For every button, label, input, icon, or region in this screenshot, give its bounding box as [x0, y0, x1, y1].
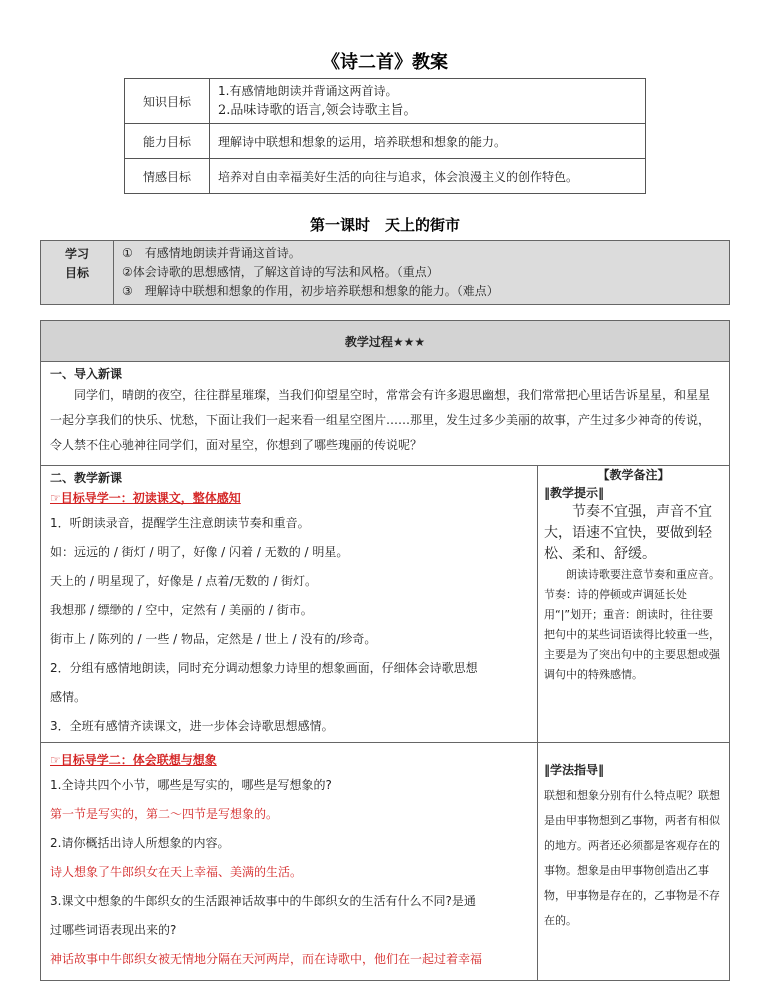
objective-label: 能力目标 — [125, 124, 210, 159]
objective-row-knowledge — [125, 79, 646, 124]
intro-heading: 一、导入新课 — [50, 367, 123, 381]
hint-text-small: 朗读诗歌要注意节奏和重应音。节奏：诗的停顿或声调延长处用“|”划开；重音：朗读时，往往要把句中的某些词语读得比较重一些，主要是为了突出句中的主要思想或强调句中的特殊感情。 — [544, 568, 720, 681]
question-line: 3.课文中想象的牛郎织女的生活跟神话故事中的牛郎织女的生活有什么不同?是通 — [50, 894, 476, 908]
notes-heading: 【教学备注】 — [597, 468, 670, 482]
teaching-notes — [538, 466, 730, 743]
study-goals-label: 学习 目标 — [41, 241, 114, 305]
lesson-line: 2．分组有感情地朗读，同时充分调动想象力诗里的想象画面，仔细体会诗歌思想 — [50, 661, 478, 675]
guide-two-section — [41, 743, 538, 981]
method-text: 联想和想象分别有什么特点呢？联想是由甲事物想到乙事物，两者有相似的地方。两者还必须都是客观存在的事物。想象是由甲事物创造出乙事物，甲事物是存在的，乙事物是不存在的。 — [544, 789, 720, 927]
answer-line: 诗人想象了牛郎织女在天上幸福、美满的生活。 — [50, 865, 303, 879]
intro-text: 同学们，晴朗的夜空，往往群星璀璨，当我们仰望星空时，常常会有许多遐思幽想，我们常常把心里话告诉星星，和星星一起分享我们的快乐、忧愁，下面让我们一起来看一组星空图片……那里，发生过多少美丽的故事，产生过多少神奇的传说，令人禁不住心驰神往同学们，面对星空，你想到了哪些瑰丽的传说呢？ — [50, 388, 711, 452]
lesson-line: 街市上 / 陈列的 / 一些 / 物品，定然是 / 世上 / 没有的/珍奇。 — [50, 632, 377, 646]
objective-value: 理解诗中联想和想象的运用，培养联想和想象的能力。 — [210, 124, 646, 159]
lesson-line: 3．全班有感情齐读课文，进一步体会诗歌思想感情。 — [50, 719, 334, 733]
lesson-line: 天上的 / 明星现了，好像是 / 点着/无数的 / 街灯。 — [50, 574, 318, 588]
question-line: 1.全诗共四个小节，哪些是写实的，哪些是写想象的? — [50, 778, 332, 792]
question-line: 2.请你概括出诗人所想象的内容。 — [50, 836, 230, 850]
hint-text-large: 节奏不宜强，声音不宜大，语速不宜快，要做到轻松、柔和、舒缓。 — [544, 504, 712, 562]
study-goal-item: ① 有感情地朗读并背诵这首诗。 — [122, 246, 301, 260]
objective-label: 情感目标 — [125, 159, 210, 194]
objective-row-emotion — [125, 159, 646, 194]
method-guide — [538, 743, 730, 981]
objective-value — [210, 79, 646, 124]
study-goals-list — [114, 241, 730, 305]
lesson-title: 第一课时 天上的街市 — [309, 216, 460, 234]
process-header: 教学过程★★★ — [41, 321, 730, 362]
lesson-line: 感情。 — [50, 690, 87, 704]
objective-label: 知识目标 — [125, 79, 210, 124]
lesson-line: 1．听朗读录音，提醒学生注意朗读节奏和重音。 — [50, 516, 310, 530]
teaching-process-table — [40, 320, 730, 981]
lesson-line: 如：远远的 / 街灯 / 明了，好像 / 闪着 / 无数的 / 明星。 — [50, 545, 349, 559]
hint-heading: ‖教学提示‖ — [544, 486, 605, 500]
intro-section — [41, 362, 730, 466]
study-goal-item: ②体会诗歌的思想感情，了解这首诗的写法和风格。（重点） — [122, 265, 439, 279]
answer-line: 第一节是写实的，第二～四节是写想象的。 — [50, 807, 279, 821]
objective-line: 1.有感情地朗读并背诵这两首诗。 — [218, 84, 398, 98]
answer-line: 神话故事中牛郎织女被无情地分隔在天河两岸，而在诗歌中，他们在一起过着幸福 — [50, 952, 483, 966]
guide-one-link[interactable]: ☞目标导学一：初读课文，整体感知 — [50, 491, 241, 505]
study-goal-item: ③ 理解诗中联想和想象的作用，初步培养联想和想象的能力。（难点） — [122, 284, 499, 298]
page-title: 《诗二首》教案 — [322, 52, 448, 73]
method-heading: ‖学法指导‖ — [544, 763, 605, 777]
objectives-table — [124, 78, 646, 194]
study-goals-table — [40, 240, 730, 305]
lesson-line: 我想那 / 缥缈的 / 空中，定然有 / 美丽的 / 街市。 — [50, 603, 313, 617]
objective-value: 培养对自由幸福美好生活的向往与追求，体会浪漫主义的创作特色。 — [210, 159, 646, 194]
question-line: 过哪些词语表现出来的? — [50, 923, 177, 937]
objective-line: 2.品味诗歌的语言,领会诗歌主旨。 — [218, 103, 417, 118]
guide-two-link[interactable]: ☞目标导学二：体会联想与想象 — [50, 753, 217, 767]
new-lesson-section — [41, 466, 538, 743]
objective-row-ability — [125, 124, 646, 159]
new-lesson-heading: 二、教学新课 — [50, 471, 123, 485]
